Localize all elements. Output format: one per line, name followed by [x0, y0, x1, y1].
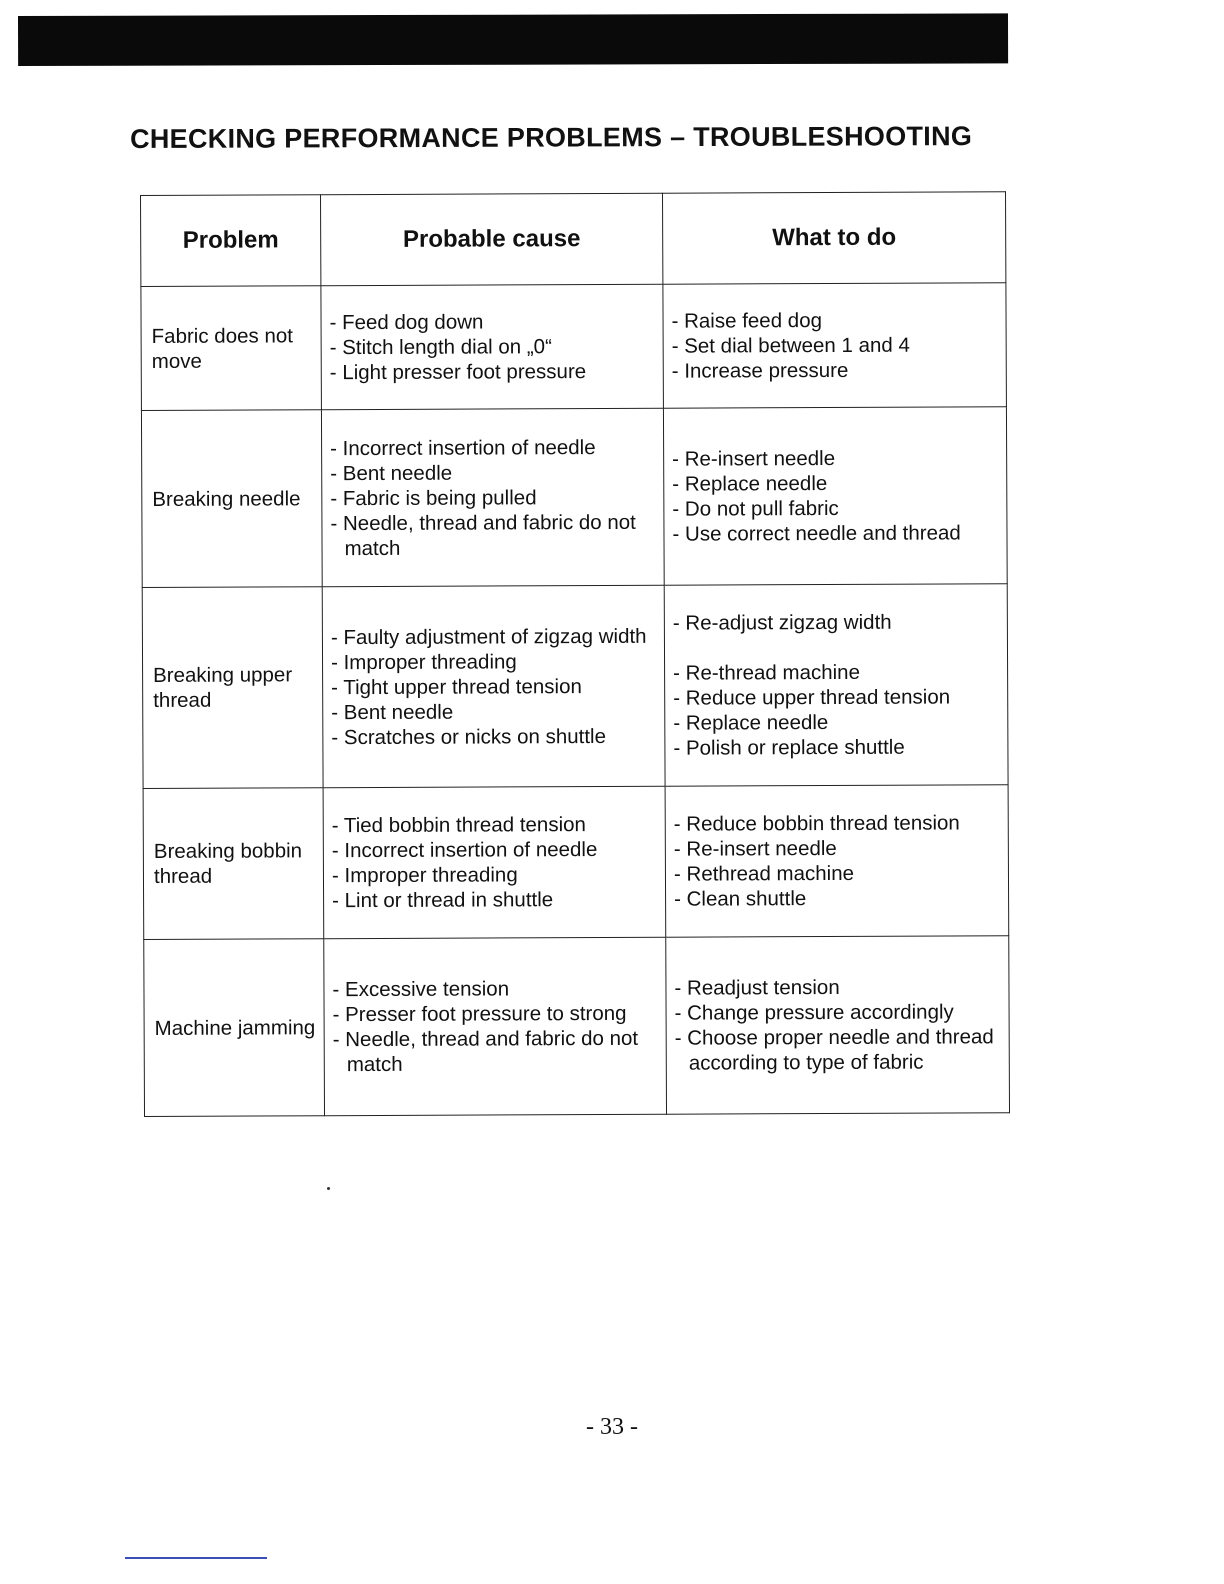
remedy-line: - Polish or replace shuttle: [673, 735, 905, 760]
cause-line: - Tight upper thread tension: [331, 674, 582, 699]
remedy-line: - Re-insert needle: [673, 836, 837, 861]
cause-line: - Light presser foot pressure: [329, 360, 587, 385]
remedy-line: - Choose proper needle and thread according to type of fabric: [674, 1025, 1000, 1075]
cause-line: - Incorrect insertion of needle: [330, 435, 596, 460]
troubleshooting-table: [140, 191, 1010, 1117]
remedy-line: - Increase pressure: [671, 358, 849, 383]
remedy-line: - Replace needle: [673, 711, 829, 735]
cause-line: - Improper threading: [331, 863, 518, 888]
remedy-line: - Re-thread machine: [673, 660, 861, 685]
cause-line: - Needle, thread and fabric do not match: [332, 1026, 644, 1077]
remedy-line-spacer: [673, 634, 999, 660]
cause-cell: [321, 408, 664, 586]
remedy-line: - Set dial between 1 and 4: [671, 333, 910, 358]
problem-cell: Breaking bobbin thread: [143, 788, 324, 940]
table-header-row: [141, 192, 1006, 287]
cause-line: - Needle, thread and fabric do not match: [330, 510, 642, 560]
problem-cell: Breaking upper thread: [142, 587, 323, 789]
cause-line: - Faulty adjustment of zigzag width: [330, 624, 647, 649]
cause-line: - Bent needle: [331, 700, 454, 724]
cause-cell: [321, 284, 664, 409]
cause-line: - Tied bobbin thread tension: [331, 813, 586, 838]
remedy-line: - Reduce upper thread tension: [673, 685, 951, 710]
remedy-line: - Rethread machine: [673, 861, 855, 886]
page-title: CHECKING PERFORMANCE PROBLEMS – TROUBLESHOOTING: [130, 121, 973, 154]
remedy-line: - Re-adjust zigzag width: [672, 610, 892, 635]
scan-speck: [327, 1187, 330, 1190]
cause-line: - Presser foot pressure to strong: [332, 1001, 627, 1027]
remedy-line: - Use correct needle and thread: [672, 521, 961, 546]
cause-line: - Incorrect insertion of needle: [331, 838, 598, 863]
table-row: [141, 283, 1007, 411]
remedy-cell: [665, 785, 1009, 937]
remedy-cell: [663, 283, 1007, 408]
remedy-line: - Readjust tension: [674, 975, 840, 1000]
header-probable-cause: Probable cause: [321, 193, 663, 285]
cause-line: - Excessive tension: [332, 977, 510, 1002]
table-row: [142, 584, 1008, 789]
problem-cell: Fabric does not move: [141, 286, 322, 411]
table-row: [144, 936, 1010, 1117]
header-problem: Problem: [141, 195, 321, 287]
table-row: [141, 407, 1007, 588]
cause-cell: [322, 585, 665, 787]
cause-cell: [324, 937, 667, 1115]
cause-cell: [323, 786, 666, 938]
cause-line: - Feed dog down: [329, 310, 484, 335]
remedy-line: - Replace needle: [672, 472, 828, 496]
problem-cell: Breaking needle: [141, 410, 322, 588]
cause-line: - Stitch length dial on „0“: [329, 335, 552, 360]
remedy-cell: [664, 584, 1008, 786]
page-number: - 33 -: [586, 1414, 638, 1440]
table-row: [143, 785, 1009, 940]
remedy-line: - Clean shuttle: [674, 887, 807, 911]
remedy-line: - Re-insert needle: [672, 446, 836, 471]
cause-line: - Bent needle: [330, 461, 453, 485]
cause-line: - Fabric is being pulled: [330, 485, 537, 510]
cause-line: - Lint or thread in shuttle: [332, 888, 554, 913]
remedy-cell: [666, 936, 1010, 1114]
remedy-line: - Change pressure accordingly: [674, 1000, 954, 1025]
remedy-line: - Reduce bobbin thread tension: [673, 811, 960, 836]
cause-line: - Scratches or nicks on shuttle: [331, 724, 607, 749]
header-what-to-do: What to do: [662, 192, 1005, 284]
cause-line: - Improper threading: [330, 649, 517, 674]
problem-cell: Machine jamming: [144, 939, 325, 1117]
footer-rule: [125, 1557, 267, 1559]
header-bar: [18, 13, 1008, 66]
troubleshooting-table-container: [140, 191, 1009, 1117]
remedy-cell: [663, 407, 1007, 585]
remedy-line: - Raise feed dog: [671, 309, 823, 333]
remedy-line: - Do not pull fabric: [672, 496, 839, 521]
